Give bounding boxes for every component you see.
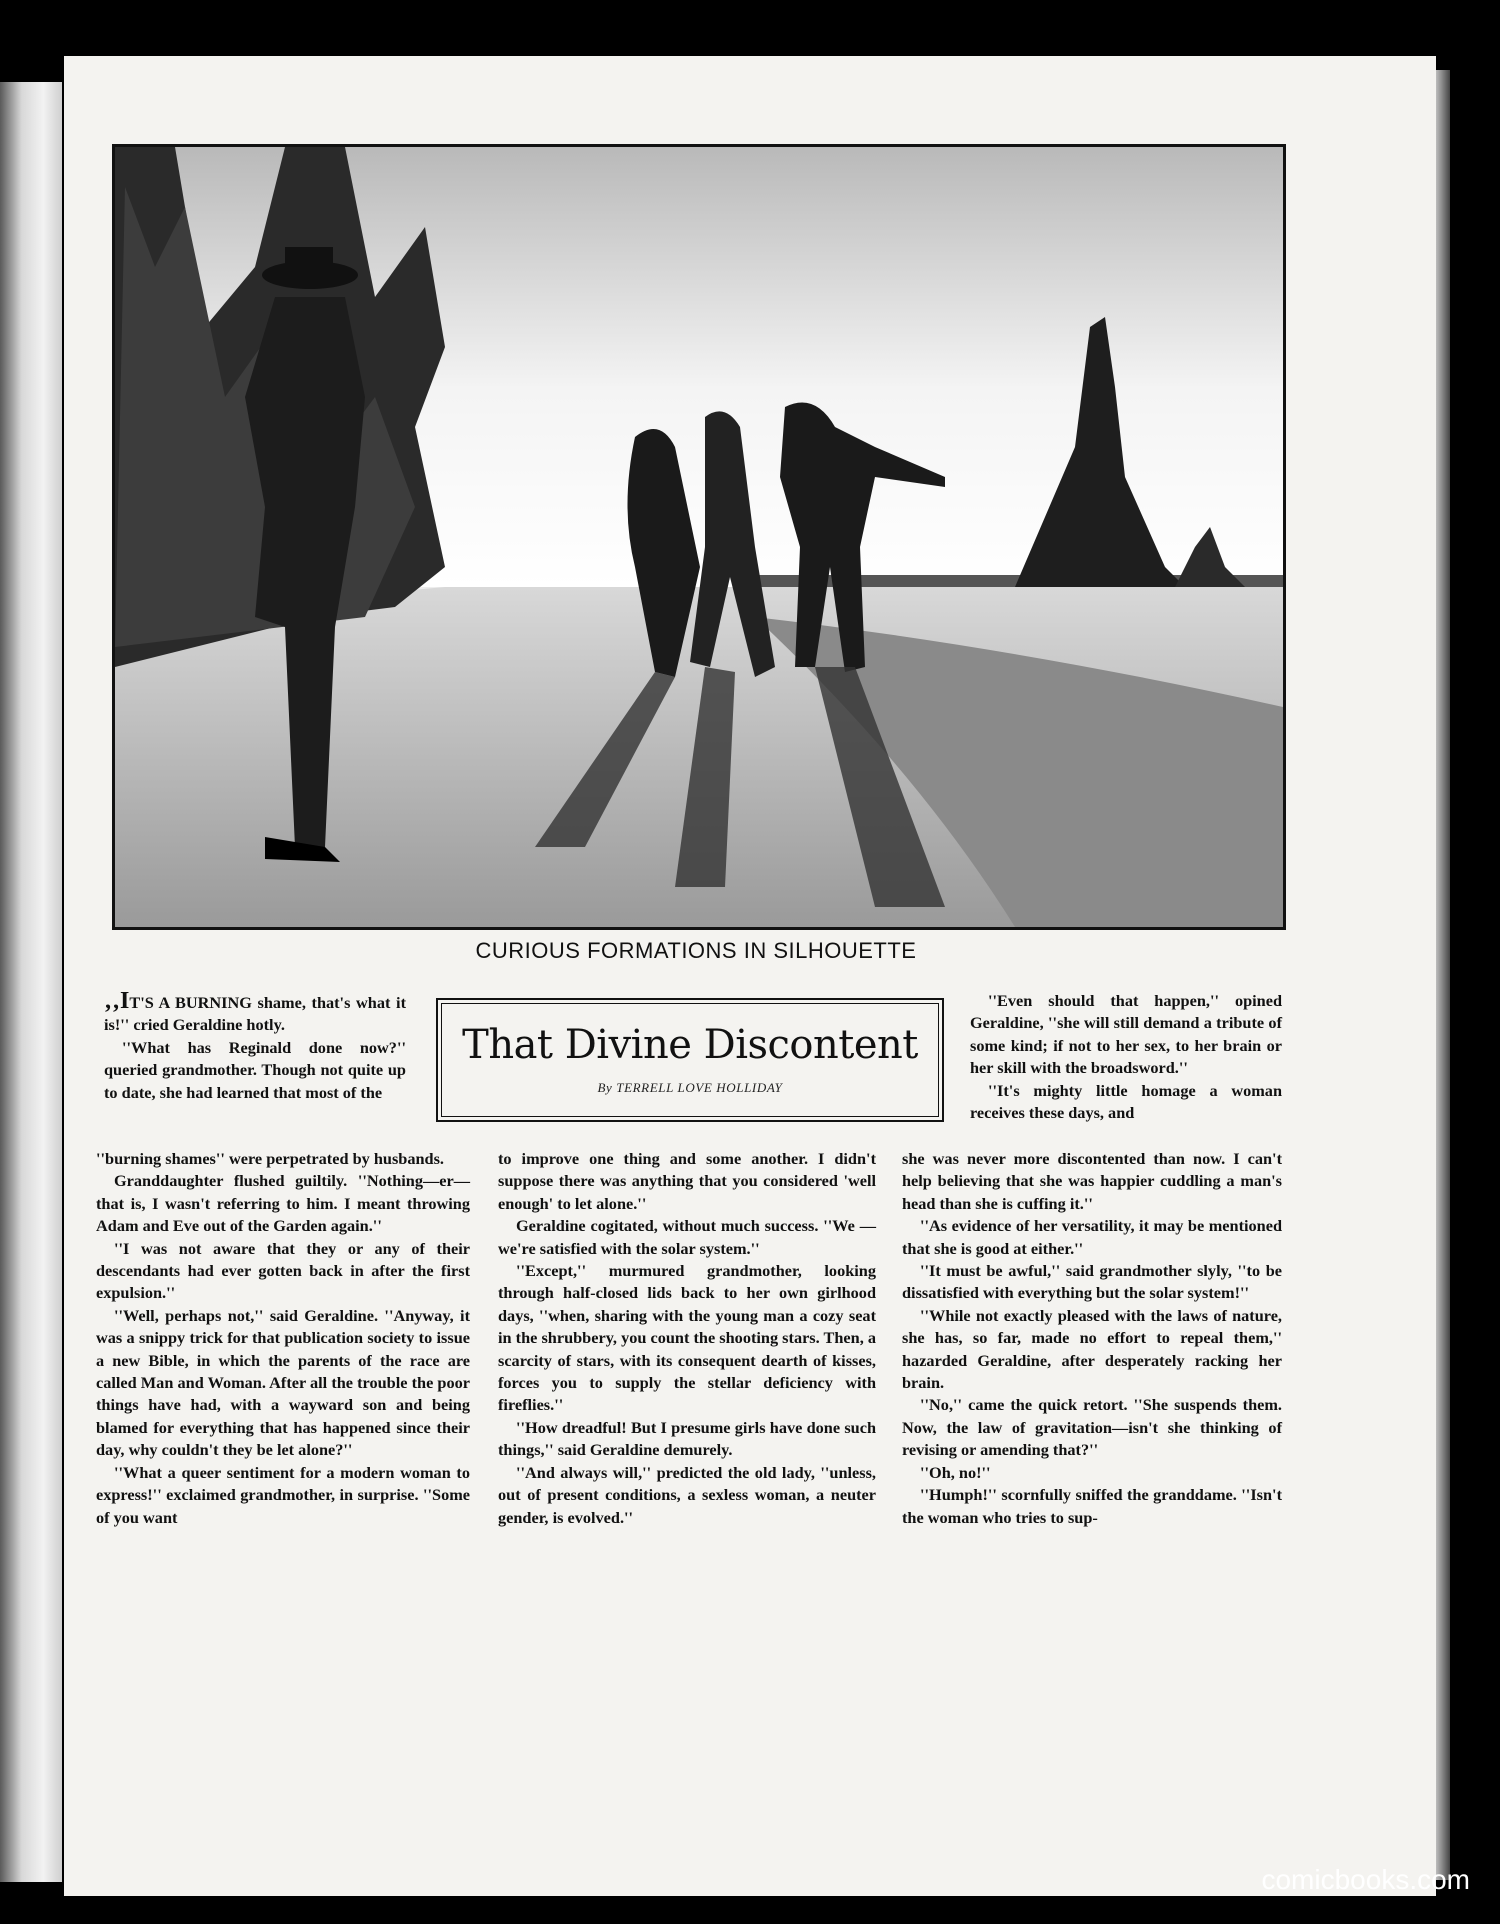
paragraph: ''What has Reginald done now?'' queried grandmother. Though not quite up to date, she had learned that most of the (104, 1037, 406, 1102)
paragraph: ''It must be awful,'' said grandmother slyly, ''to be dissatisfied with everything but the solar system!'' (902, 1261, 1282, 1303)
paragraph: ''How dreadful! But I presume girls have done such things,'' said Geraldine demurely. (498, 1417, 876, 1460)
column-1-bottom (96, 1148, 470, 1529)
title-box-inner (441, 1003, 939, 1117)
drop-cap: ‚‚I (104, 988, 130, 1014)
watermark: comicbooks.com (1261, 1864, 1470, 1895)
column-3-top (970, 990, 1282, 1124)
column-3-bottom (902, 1148, 1282, 1529)
column-1-top (104, 990, 406, 1104)
paragraph: ''What a queer sentiment for a modern woman to express!'' exclaimed grandmother, in surprise. ''Some of you want (96, 1462, 470, 1527)
paragraph: ''burning shames'' were perpetrated by husbands. (96, 1149, 444, 1168)
paragraph: ''As evidence of her versatility, it may be mentioned that she is good at either.'' (902, 1216, 1282, 1258)
left-page-edge (0, 82, 62, 1882)
paragraph: ''Well, perhaps not,'' said Geraldine. ''Anyway, it was a snippy trick for that publication society to issue a new Bible, in which the parents of the race are called Man and Woman. After all the trouble the poor things have had, with a wayward son and being blamed for everything that has happened since their day, why couldn't they be let alone?'' (96, 1305, 470, 1460)
paragraph: to improve one thing and some another. I didn't suppose there was anything that you considered 'well enough' to let alone.'' (498, 1149, 876, 1213)
column-2 (498, 1148, 876, 1529)
paragraph: ''While not exactly pleased with the laws of nature, she has, so far, made no effort to repeal them,'' hazarded Geraldine, after desperately racking her brain. (902, 1305, 1282, 1393)
paragraph (104, 990, 406, 1037)
paragraph: ''And always will,'' predicted the old lady, ''unless, out of present conditions, a sexless woman, a neuter gender, is evolved.'' (498, 1462, 876, 1527)
paragraph-text: T'S A BURNING shame, that's what it is!'' cried Geraldine hotly. (104, 993, 406, 1035)
paragraph: she was never more discontented than now. I can't help believing that she was happier cuddling a man's head than she is cuffing it.'' (902, 1149, 1282, 1213)
paragraph: ''No,'' came the quick retort. ''She suspends them. Now, the law of gravitation—isn't she thinking of revising or amending that?'' (902, 1395, 1282, 1460)
paragraph: ''Except,'' murmured grandmother, looking through half-closed lids back to her own girlhood days, ''when, sharing with the young man a cozy seat in the shrubbery, you count the shooting stars. Then, a scarcity of stars, with its consequent dearth of kisses, forces you to supply the stellar deficiency with fireflies.'' (498, 1261, 876, 1415)
illustration-caption: CURIOUS FORMATIONS IN SILHOUETTE (475, 938, 917, 963)
right-page-edge (1436, 70, 1450, 1880)
silhouette-illustration (112, 144, 1286, 930)
byline: By TERRELL LOVE HOLLIDAY (597, 1080, 783, 1095)
paragraph: ''Humph!'' scornfully sniffed the granddame. ''Isn't the woman who tries to sup- (902, 1485, 1282, 1527)
paragraph: Granddaughter flushed guiltily. ''Nothing—er—that is, I wasn't referring to him. I meant throwing Adam and Eve out of the Garden again.'' (96, 1171, 470, 1236)
paragraph: ''Even should that happen,'' opined Geraldine, ''she will still demand a tribute of some kind; if not to her sex, to her brain or her skill with the broadsword.'' (970, 991, 1282, 1078)
paragraph: ''Oh, no!'' (920, 1462, 991, 1482)
title-box (436, 998, 944, 1122)
paragraph: Geraldine cogitated, without much success. ''We — we're satisfied with the solar system.'' (498, 1216, 876, 1258)
article-title: That Divine Discontent (462, 1022, 918, 1068)
paragraph: ''It's mighty little homage a woman receives these days, and (970, 1080, 1282, 1123)
paragraph: ''I was not aware that they or any of their descendants had ever gotten back in after the first expulsion.'' (96, 1238, 470, 1303)
